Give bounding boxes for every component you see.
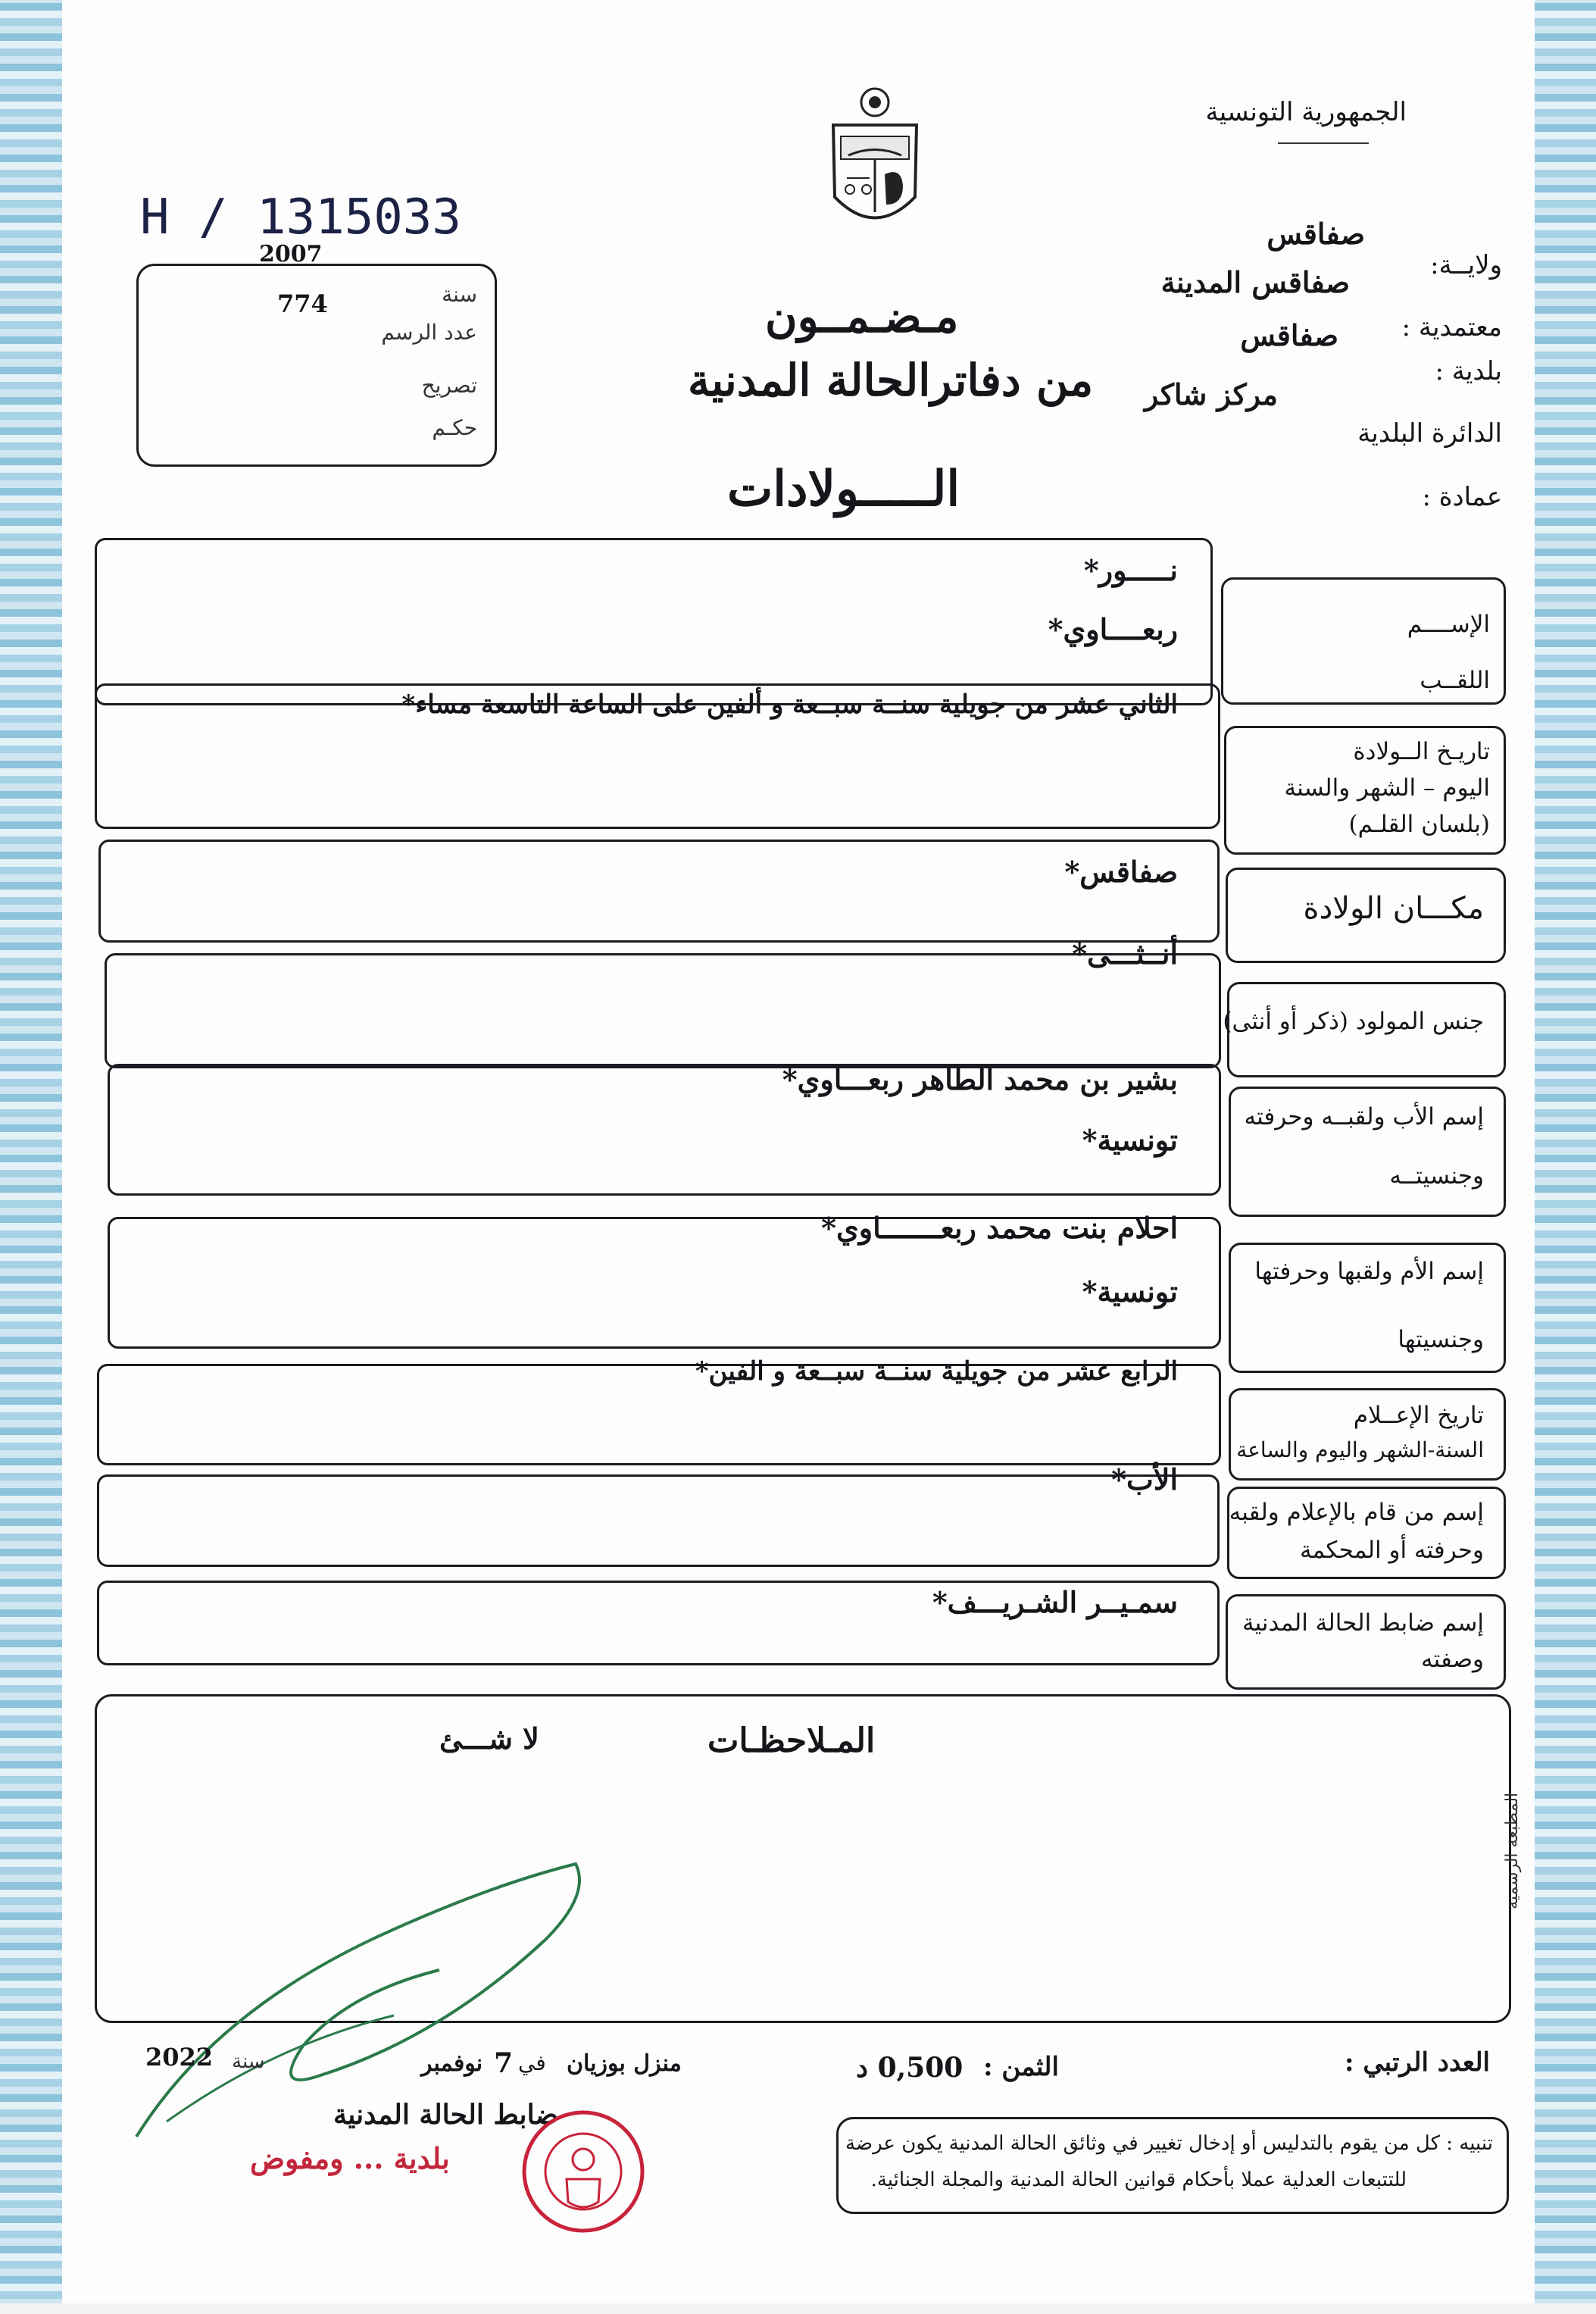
baladia-label: بلدية : bbox=[1435, 356, 1502, 386]
value-birthplace: صفاقس* bbox=[1064, 855, 1178, 889]
registry-number-value: 774 bbox=[277, 289, 328, 318]
wilaya-label: ولايــة: bbox=[1430, 250, 1502, 280]
label-birthplace: مكـــان الولادة bbox=[1303, 891, 1484, 926]
warning-line1: تنبيه : كل من يقوم بالتدليس أو إدخال تغيير في وثائق الحالة المدنية يكون عرضة bbox=[845, 2132, 1493, 2155]
value-box-birthplace bbox=[98, 840, 1220, 943]
label-birthdate-words: (بلسان القلـم) bbox=[1348, 811, 1490, 838]
label-name: الإســــم bbox=[1407, 611, 1490, 638]
label-birthdate-format: اليوم – الشهر والسنة bbox=[1284, 774, 1490, 802]
footer-day: 7 bbox=[494, 2047, 514, 2079]
warning-line2: للتتبعات العدلية عملا بأحكام قوانين الحالة المدنية والمجلة الجنائية. bbox=[870, 2169, 1407, 2191]
label-father-nationality: وجنسيتــه bbox=[1389, 1162, 1484, 1190]
label-declaration-date: تاريخ الإعــلام bbox=[1353, 1402, 1484, 1429]
mootamadia-value: صفاقس المدينة bbox=[1160, 265, 1350, 299]
label-birthdate: تاريـخ الــولادة bbox=[1353, 738, 1490, 765]
title-registers: من دفاترالحالة المدنية bbox=[688, 355, 1094, 406]
bottom-strip bbox=[0, 2303, 1596, 2314]
baladia-value: صفاقس bbox=[1240, 318, 1338, 352]
value-officer: سمـيــر الشـريـــف* bbox=[932, 1585, 1178, 1619]
value-declaration-date: الرابع عشر من جويلية سنــة سبــعة و الفين* bbox=[695, 1356, 1178, 1387]
registry-year-label: سنة bbox=[442, 282, 477, 307]
tunisia-coat-of-arms-icon bbox=[818, 83, 932, 242]
footer-date-prefix: في bbox=[518, 2050, 546, 2075]
omada-label: عمادة : bbox=[1422, 482, 1502, 512]
value-box-name bbox=[95, 538, 1213, 705]
value-father: بشير بن محمد الطاهر ربعـــاوي* bbox=[782, 1062, 1178, 1096]
value-declarant: الأب* bbox=[1111, 1462, 1178, 1496]
side-print-label: المطبعة الرسمية bbox=[1503, 1792, 1522, 1909]
remarks-value: لا شـــئ bbox=[439, 1721, 539, 1756]
label-declarant-profession: وحرفته أو المحكمة bbox=[1300, 1537, 1484, 1564]
value-father-nationality: تونسية* bbox=[1082, 1123, 1178, 1157]
footer-price-label: الثمن : bbox=[983, 2052, 1059, 2082]
value-box-sex bbox=[105, 953, 1221, 1068]
label-father: إسم الأب ولقبــه وحرفته bbox=[1244, 1103, 1484, 1130]
label-officer-capacity: وصفته bbox=[1421, 1646, 1484, 1673]
remarks-label: المـلاحظـات bbox=[707, 1721, 876, 1760]
republic-label: الجمهورية التونسية bbox=[1205, 97, 1407, 127]
registry-number-label: عدد الرسم bbox=[381, 320, 477, 345]
footer-location: منزل بوزيان bbox=[567, 2050, 682, 2077]
value-surname: ربعــــاوي* bbox=[1048, 612, 1178, 646]
label-declarant: إسم من قام بالإعلام ولقبه bbox=[1229, 1499, 1484, 1526]
serial-number: H / 1315033 bbox=[140, 189, 461, 245]
official-stamp-icon bbox=[485, 2097, 667, 2234]
title-births: الـــــولادات bbox=[727, 461, 960, 518]
label-mother: إسم الأم ولقبها وحرفتها bbox=[1254, 1258, 1484, 1285]
value-sex: أنــثـــى* bbox=[1072, 937, 1178, 971]
wilaya-value: صفاقس bbox=[1266, 217, 1365, 251]
label-sex: جنس المولود (ذكر أو أنثى) bbox=[1223, 1008, 1484, 1035]
value-box-declarant bbox=[97, 1474, 1220, 1567]
label-declaration-date-format: السنة-الشهر واليوم والساعة bbox=[1236, 1437, 1484, 1462]
footer-month: نوفمبر bbox=[421, 2050, 483, 2077]
footer-year: 2022 bbox=[145, 2043, 214, 2072]
footer-price-value: 0,500 د bbox=[856, 2052, 964, 2084]
republic-underline bbox=[1278, 142, 1369, 144]
mootamadia-label: معتمدية : bbox=[1401, 312, 1502, 342]
title-content: مـضـمــون bbox=[765, 291, 959, 342]
footer-year-label: سنة bbox=[232, 2050, 265, 2073]
registry-year-value: 2007 bbox=[259, 241, 323, 267]
label-surname: اللقــب bbox=[1420, 667, 1490, 694]
daira-value: مركز شاكر bbox=[1144, 377, 1278, 411]
label-mother-nationality: وجنسيتها bbox=[1398, 1326, 1484, 1353]
value-firstname: نـــــور* bbox=[1083, 553, 1178, 587]
label-officer: إسم ضابط الحالة المدنية bbox=[1242, 1609, 1484, 1637]
footer-stamp-text: بلدية ... ومفوض bbox=[250, 2141, 450, 2175]
footer-officer: ضابط الحالة المدنية bbox=[333, 2099, 559, 2131]
value-mother-nationality: تونسية* bbox=[1082, 1274, 1178, 1309]
footer-serial-label: العدد الرتبي : bbox=[1344, 2047, 1490, 2078]
registry-judgment-label: حكـم bbox=[432, 415, 477, 440]
registry-declaration-label: تصريح bbox=[421, 373, 477, 398]
value-mother: احلام بنت محمد ربعـــــــاوي* bbox=[821, 1211, 1178, 1245]
value-birthdate: الثاني عشر من جويلية سنــة سبــعة و ألفين على الساعة التاسعة مساء* bbox=[401, 690, 1178, 720]
daira-label: الدائرة البلدية bbox=[1357, 418, 1502, 449]
